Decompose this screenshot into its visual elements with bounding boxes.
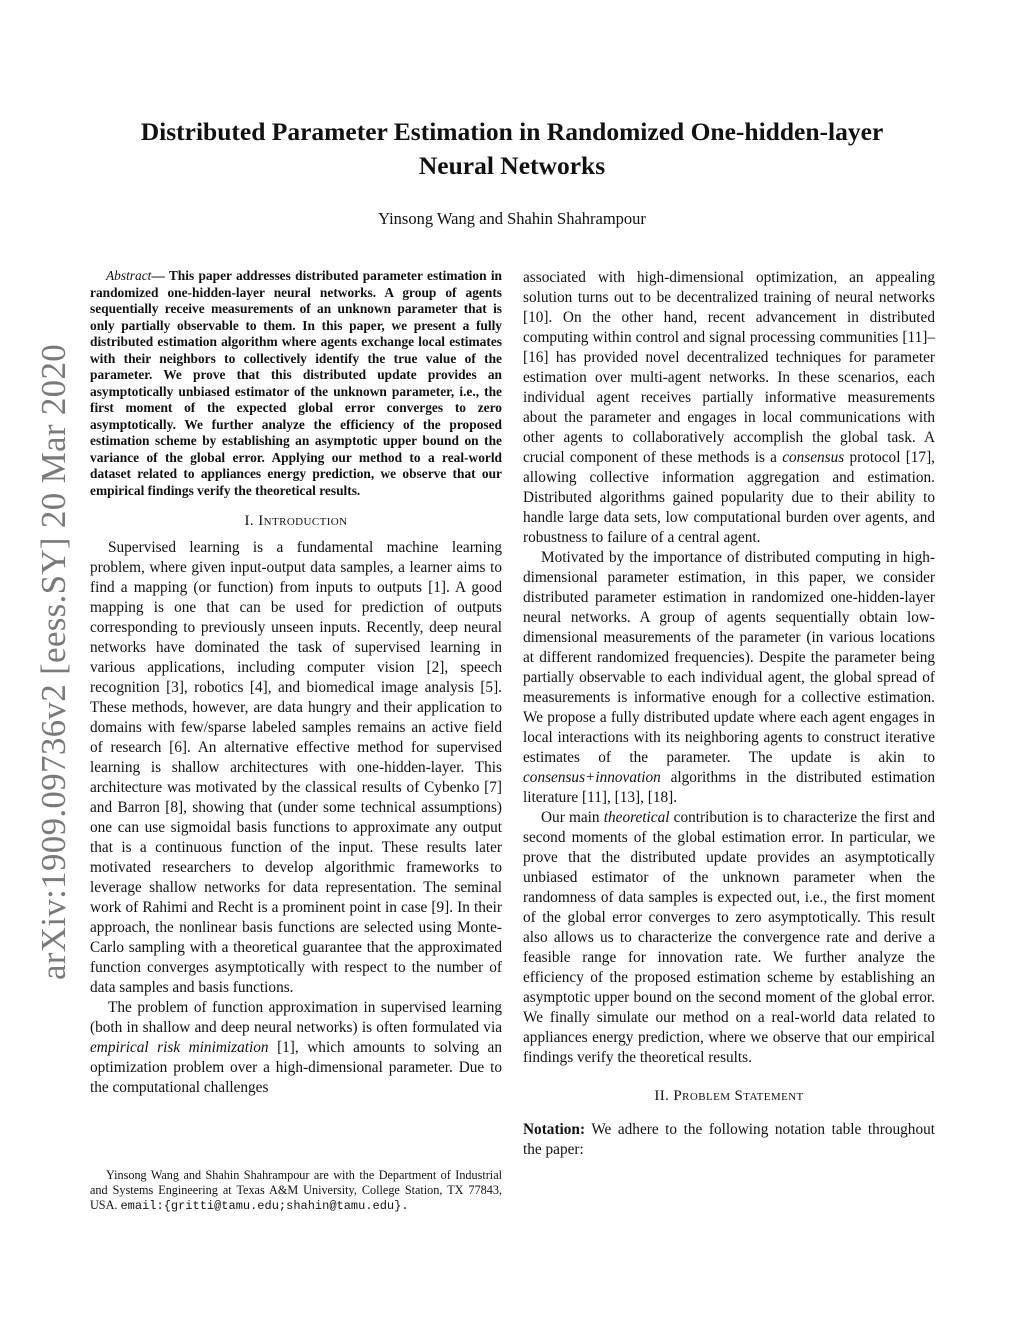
section-2-title: Problem Statement: [673, 1088, 804, 1104]
notation-paragraph: Notation: We adhere to the following notation table throughout the paper:: [523, 1121, 935, 1158]
section-1-title: Introduction: [258, 513, 348, 529]
author-footnote: [90, 1168, 502, 1214]
intro-paragraph-2: The problem of function approximation in supervised learning (both in shallow and deep neural networks) is often formulated via empirical risk minimization [1], which amounts to solving an optimization problem over a high-dimensional parameter. Due to the computational challenges: [90, 999, 502, 1096]
section-2-heading: II. Problem Statement: [654, 1088, 804, 1104]
abstract-text: — This paper addresses distributed parameter estimation in randomized one-hidden-layer neural networks. A group of agents sequentially receive measurements of an unknown parameter that is only partially observable to them. In this paper, we present a fully distributed estimation algorithm where agents exchange local estimates with their neighbors to collectively identify the true value of the parameter. We prove that this distributed update provides an asymptotically unbiased estimator of the unknown parameter, i.e., the first moment of the expected global error converges to zero asymptotically. We further analyze the efficiency of the proposed estimation scheme by establishing an asymptotic upper bound on the variance of the global error. Applying our method to a real-world dataset related to appliances energy prediction, we observe that our empirical findings verify the theoretical results.: [90, 268, 502, 498]
intro-paragraph-1: Supervised learning is a fundamental machine learning problem, where given input-output data samples, a learner aims to find a mapping (or function) from inputs to outputs [1]. A good mapping is one that can be used for prediction of outputs corresponding to previously unseen inputs. Recently, deep neural networks have dominated the task of supervised learning in various applications, including computer vision [2], speech recognition [3], robotics [4], and biomedical image analysis [5]. These methods, however, are data hungry and their application to domains with few/sparse labeled samples remains an active field of research [6]. An alternative effective method for supervised learning is shallow architectures with one-hidden-layer. This architecture was motivated by the classical results of Cybenko [7] and Barron [8], showing that (under some technical assumptions) one can use sigmoidal basis functions to approximate any output that is a continuous function of the input. These results later motivated researchers to develop algorithmic frameworks to leverage shallow networks for data representation. The seminal work of Rahimi and Recht is a prominent point in case [9]. In their approach, the nonlinear basis functions are selected using Monte-Carlo sampling with a theoretical guarantee that the approximated function converges asymptotically with respect to the number of data samples and basis functions.: [90, 539, 502, 996]
paper-title: Distributed Parameter Estimation in Randomized One-hidden-layer Neural Networks: [140, 117, 884, 180]
section-1-heading: I. Introduction: [244, 513, 348, 529]
abstract-label: Abstract: [106, 268, 152, 283]
intro-paragraph-4: Our main theoretical contribution is to characterize the first and second moments of the global estimation error. In particular, we prove that the distributed update provides an asymptotically unbiased estimator of the unknown parameter when the randomness of data samples is expected out, i.e., the first moment of the global error converges to zero asymptotically. This result also allows us to characterize the convergence rate and derive a feasible range for innovation rate. We further analyze the efficiency of the proposed estimation scheme by establishing an asymptotic upper bound on the second moment of the global error. We finally simulate our method on a real-world data related to appliances energy prediction, where we observe that our empirical findings verify the theoretical results.: [523, 809, 935, 1066]
notation-label: Notation:: [523, 1121, 586, 1138]
abstract: [90, 268, 502, 499]
arxiv-id-text: arXiv:1909.09736v2 [eess.SY] 20 Mar 2020: [34, 343, 73, 981]
left-column: [90, 268, 502, 1098]
right-column: [523, 268, 935, 1160]
footnote-email: email:{gritti@tamu.edu;shahin@tamu.edu}.: [120, 1199, 409, 1213]
paper-authors: Yinsong Wang and Shahin Shahrampour: [378, 209, 646, 228]
intro-paragraph-3: Motivated by the importance of distributed computing in high-dimensional parameter estimation, in this paper, we consider distributed parameter estimation in randomized one-hidden-layer neural networks. A group of agents sequentially obtain low-dimensional measurements of the parameter (in various locations at different randomized frequencies). Despite the parameter being partially observable to each individual agent, the global spread of measurements is informative enough for a collective estimation. We propose a fully distributed update where each agent engages in local interactions with its neighboring agents to construct iterative estimates of the parameter. The update is akin to consensus+innovation algorithms in the distributed estimation literature [11], [13], [18].: [523, 549, 935, 806]
footnote-text: Yinsong Wang and Shahin Shahrampour are with the Department of Industrial and Systems Engineering at Texas A&M University, College Station, TX 77843, USA.: [90, 1168, 502, 1212]
intro-paragraph-2-continued: associated with high-dimensional optimization, an appealing solution turns out to be decentralized training of neural networks [10]. On the other hand, recent advancement in distributed computing within control and signal processing communities [11]–[16] has provided novel decentralized techniques for parameter estimation over multi-agent networks. In these scenarios, each individual agent receives partially informative measurements about the parameter and engages in local communications with other agents to collaboratively accomplish the global task. A crucial component of these methods is a consensus protocol [17], allowing collective information aggregation and estimation. Distributed algorithms gained popularity due to their ability to handle large data sets, low computational burden over agents, and robustness to failure of a central agent.: [523, 269, 935, 546]
